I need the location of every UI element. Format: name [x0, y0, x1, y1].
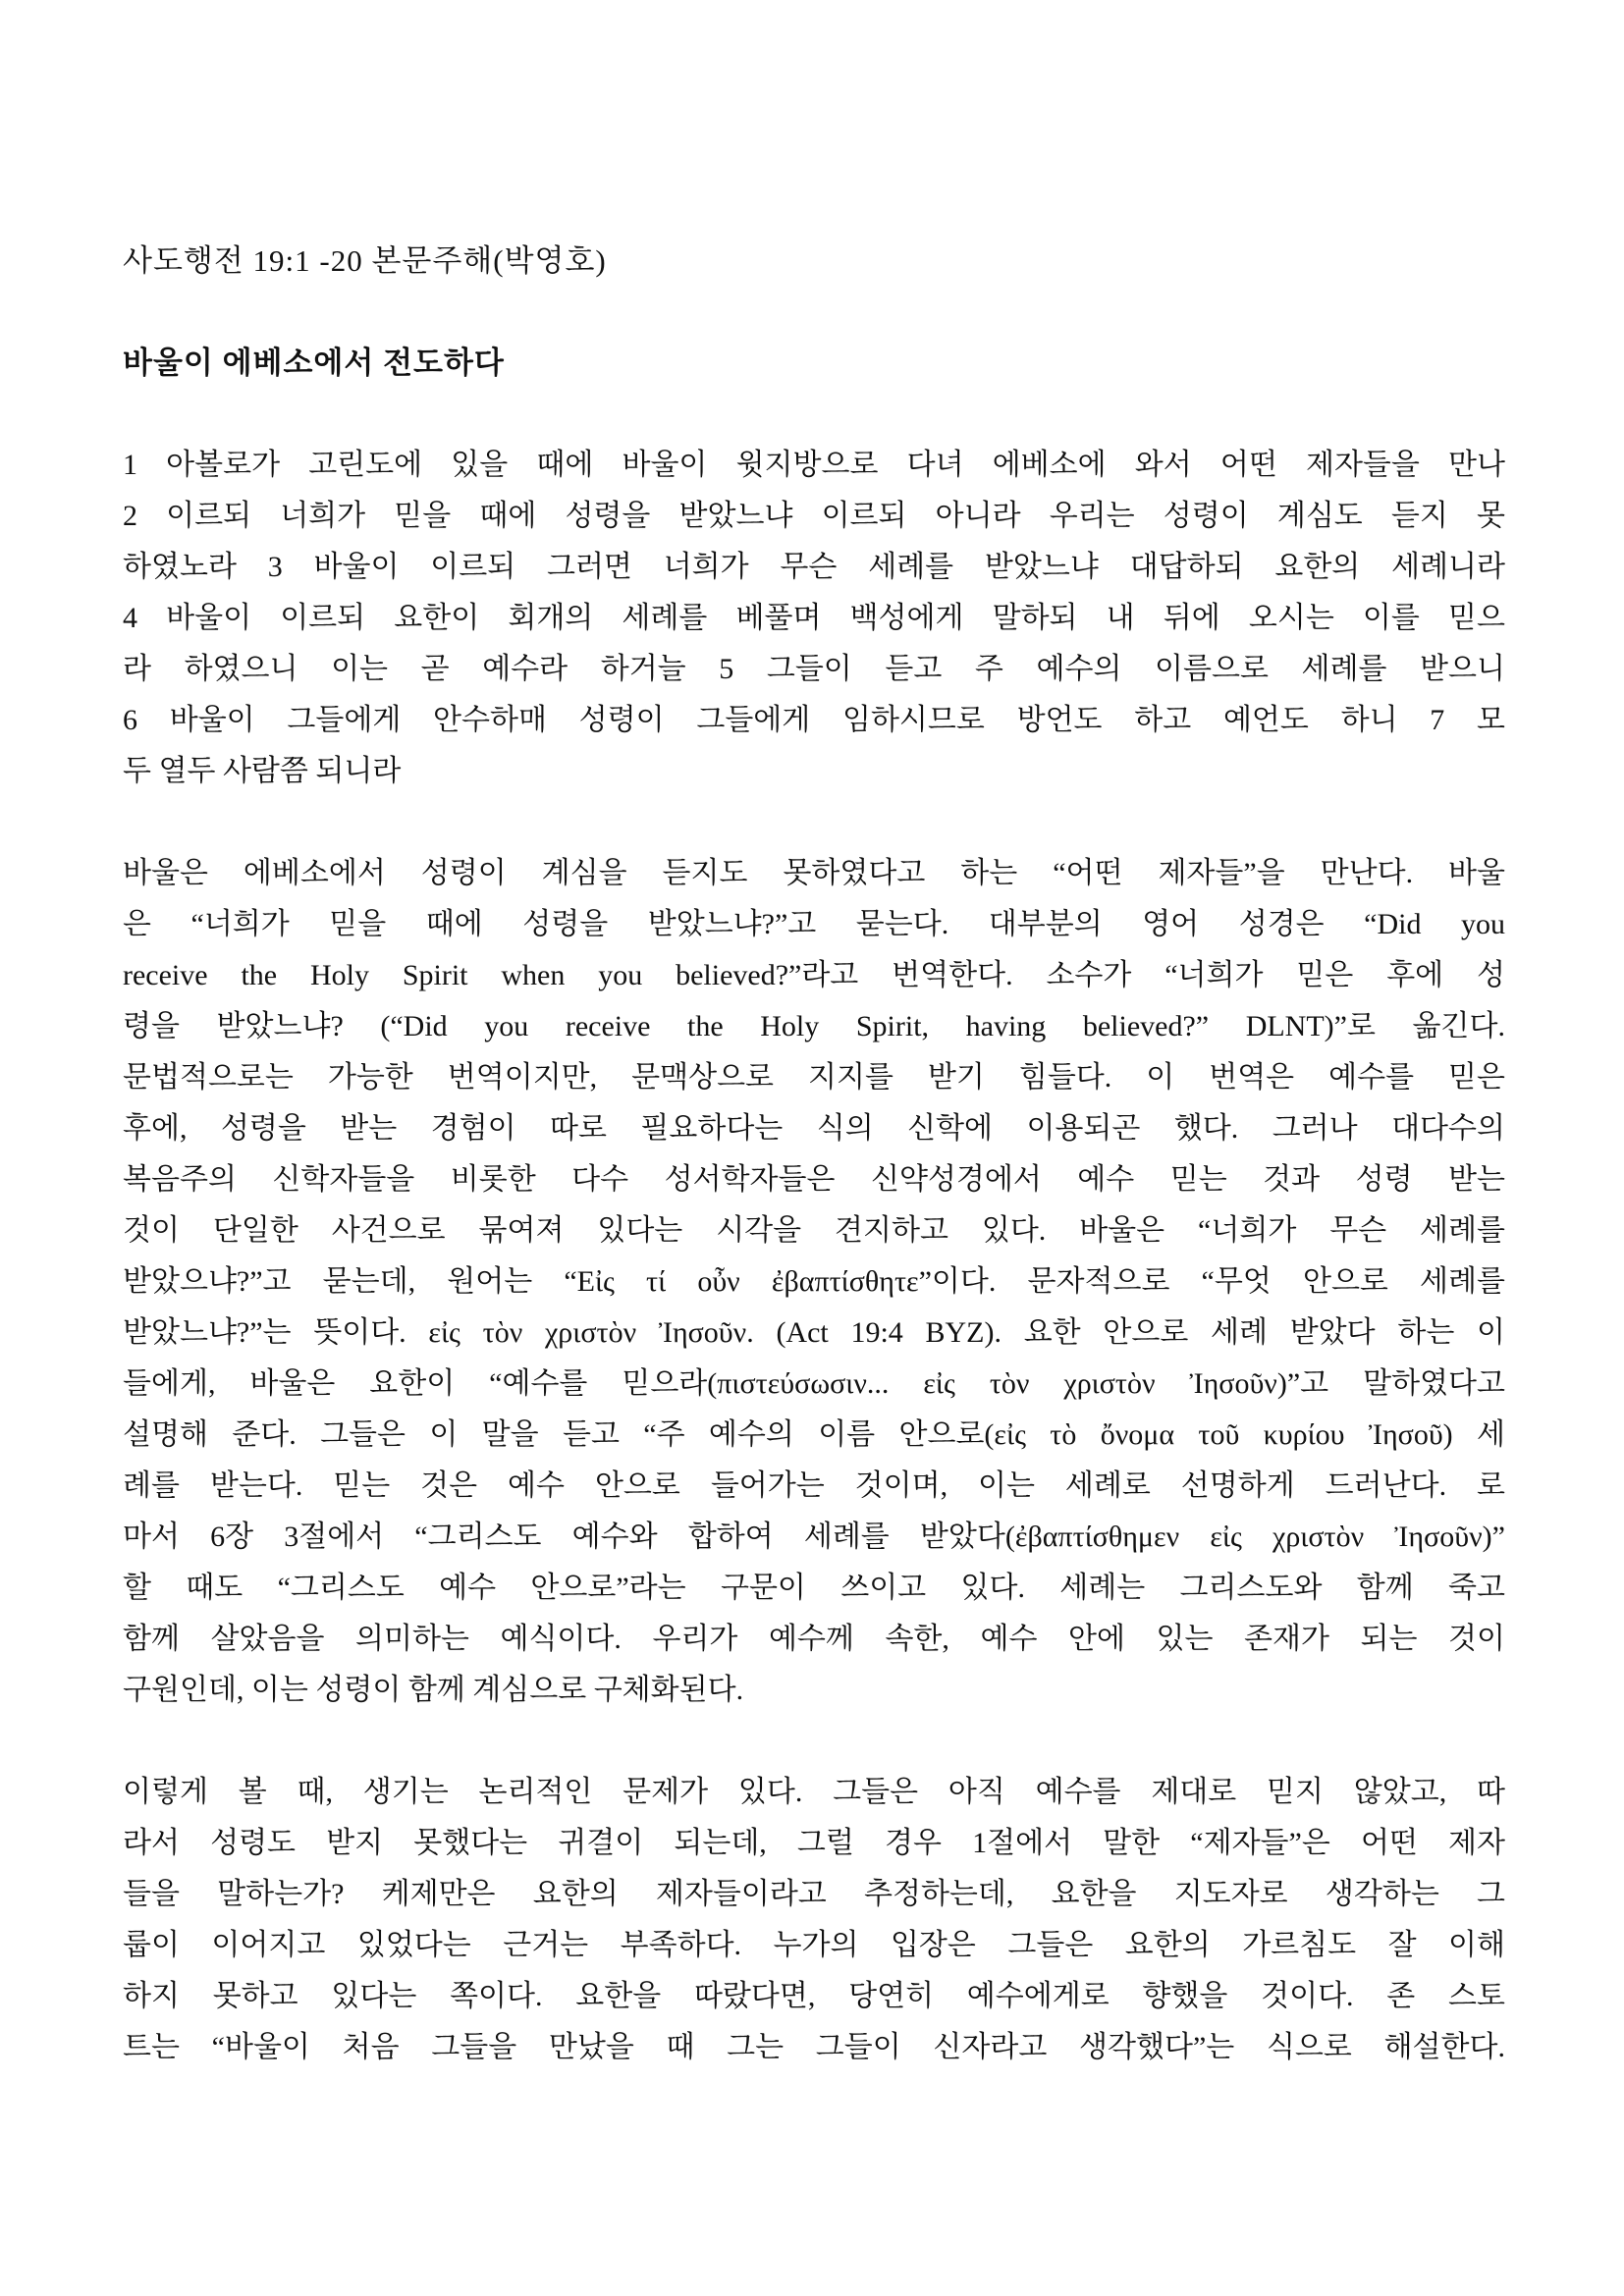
- scripture-passage-paragraph: [123, 440, 1505, 797]
- text-line: 할 때도 “그리스도 예수 안으로”라는 구문이 쓰이고 있다. 세례는 그리스도와 함께 죽고: [123, 1572, 1505, 1604]
- commentary-paragraph-1: [123, 848, 1505, 1716]
- document-content: [123, 236, 1505, 2124]
- text-line: 것이 단일한 사건으로 묶여져 있다는 시각을 견지하고 있다. 바울은 “너희가 무슨 세례를: [123, 1214, 1505, 1247]
- text-line: 문법적으로는 가능한 번역이지만, 문맥상으로 지지를 받기 힘들다. 이 번역은 예수를 믿은: [123, 1061, 1505, 1094]
- text-line: 받았으냐?”고 묻는데, 원어는 “Εἰς τί οὖν ἐβαπτίσθητε”이다. 문자적으로 “무엇 안으로 세례를: [123, 1265, 1505, 1298]
- text-line: 함께 살았음을 의미하는 예식이다. 우리가 예수께 속한, 예수 안에 있는 존재가 되는 것이: [123, 1623, 1505, 1655]
- text-line: receive the Holy Spirit when you believed?”라고 번역한다. 소수가 “너희가 믿은 후에 성: [123, 959, 1505, 991]
- text-line: 6 바울이 그들에게 안수하매 성령이 그들에게 임하시므로 방언도 하고 예언도 하니 7 모: [123, 704, 1505, 736]
- text-line: 후에, 성령을 받는 경험이 따로 필요하다는 식의 신학에 이용되곤 했다. 그러나 대다수의: [123, 1112, 1505, 1145]
- document-title: 사도행전 19:1 -20 본문주해(박영호): [123, 243, 607, 278]
- text-line: 4 바울이 이르되 요한이 회개의 세례를 베풀며 백성에게 말하되 내 뒤에 오시는 이를 믿으: [123, 602, 1505, 634]
- section-heading: 바울이 에베소에서 전도하다: [123, 346, 505, 380]
- text-line: 라서 성령도 받지 못했다는 귀결이 되는데, 그럴 경우 1절에서 말한 “제자들”은 어떤 제자: [123, 1827, 1505, 1859]
- text-line: 1 아볼로가 고린도에 있을 때에 바울이 윗지방으로 다녀 에베소에 와서 어떤 제자들을 만나: [123, 449, 1505, 481]
- text-line: 하였노라 3 바울이 이르되 그러면 너희가 무슨 세례를 받았느냐 대답하되 요한의 세례니라: [123, 551, 1505, 583]
- text-line: 두 열두 사람쯤 되니라: [123, 755, 402, 787]
- text-line: 하지 못하고 있다는 쪽이다. 요한을 따랐다면, 당연히 예수에게로 향했을 것이다. 존 스토: [123, 1980, 1505, 2012]
- text-line: 례를 받는다. 믿는 것은 예수 안으로 들어가는 것이며, 이는 세례로 선명하게 드러난다. 로: [123, 1469, 1505, 1502]
- text-line: 복음주의 신학자들을 비롯한 다수 성서학자들은 신약성경에서 예수 믿는 것과 성령 받는: [123, 1163, 1505, 1196]
- text-line: 들을 말하는가? 케제만은 요한의 제자들이라고 추정하는데, 요한을 지도자로 생각하는 그: [123, 1878, 1505, 1910]
- text-line: 받았느냐?”는 뜻이다. εἰς τὸν χριστὸν Ἰησοῦν. (Act 19:4 BYZ). 요한 안으로 세례 받았다 하는 이: [123, 1316, 1505, 1349]
- text-line: 설명해 준다. 그들은 이 말을 듣고 “주 예수의 이름 안으로(εἰς τὸ ὄνομα τοῦ κυρίου Ἰησοῦ) 세: [123, 1418, 1505, 1451]
- text-line: 마서 6장 3절에서 “그리스도 예수와 합하여 세례를 받았다(ἐβαπτίσθημεν εἰς χριστὸν Ἰησοῦν)”: [123, 1521, 1505, 1553]
- commentary-paragraph-2: [123, 1767, 1505, 2073]
- text-line: 바울은 에베소에서 성령이 계심을 듣지도 못하였다고 하는 “어떤 제자들”을 만난다. 바울: [123, 857, 1505, 889]
- text-line: 라 하였으니 이는 곧 예수라 하거늘 5 그들이 듣고 주 예수의 이름으로 세례를 받으니: [123, 653, 1505, 685]
- text-line: 구원인데, 이는 성령이 함께 계심으로 구체화된다.: [123, 1674, 744, 1706]
- text-line: 령을 받았느냐? (“Did you receive the Holy Spirit, having believed?” DLNT)”로 옮긴다.: [123, 1010, 1505, 1042]
- text-line: 은 “너희가 믿을 때에 성령을 받았느냐?”고 묻는다. 대부분의 영어 성경은 “Did you: [123, 908, 1505, 940]
- text-line: 들에게, 바울은 요한이 “예수를 믿으라(πιστεύσωσιν... εἰς τὸν χριστὸν Ἰησοῦν)”고 말하였다고: [123, 1367, 1505, 1400]
- text-line: 2 이르되 너희가 믿을 때에 성령을 받았느냐 이르되 아니라 우리는 성령이 계심도 듣지 못: [123, 500, 1505, 532]
- text-line: 이렇게 볼 때, 생기는 논리적인 문제가 있다. 그들은 아직 예수를 제대로 믿지 않았고, 따: [123, 1776, 1505, 1808]
- text-line: 트는 “바울이 처음 그들을 만났을 때 그는 그들이 신자라고 생각했다”는 식으로 해설한다.: [123, 2031, 1505, 2063]
- text-line: 룹이 이어지고 있었다는 근거는 부족하다. 누가의 입장은 그들은 요한의 가르침도 잘 이해: [123, 1929, 1505, 1961]
